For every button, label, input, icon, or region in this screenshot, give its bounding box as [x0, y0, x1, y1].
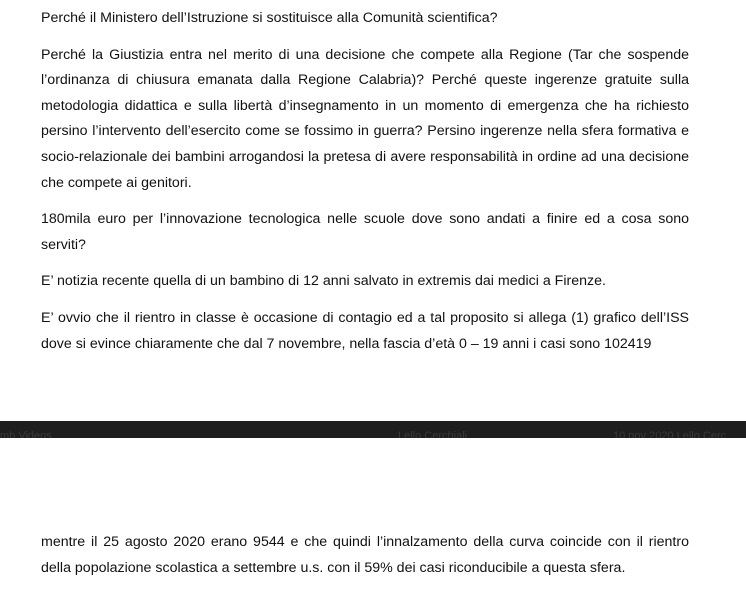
- paragraph-6: mentre il 25 agosto 2020 erano 9544 e che quindi l’innalzamento della curva coincide con il rientro della popolazione scolastica a settembre u.s. con il 59% dei casi riconducibile a questa sfera.: [41, 534, 689, 576]
- paragraph-3: 180mila euro per l’innovazione tecnologica nelle scuole dove sono andati a finire ed a cosa sono serviti?: [41, 211, 689, 253]
- paragraph-1: Perché il Ministero dell’Istruzione si sostituisce alla Comunità scientifica?: [41, 10, 498, 26]
- paragraph-4: E’ notizia recente quella di un bambino di 12 anni salvato in extremis dai medici a Firenze.: [41, 273, 606, 290]
- video-strip-bar: [0, 421, 746, 438]
- paragraph-2: Perché la Giustizia entra nel merito di una decisione che compete alla Regione (Tar che sospende l’ordinanza di chiusura emanata dalla Regione Calabria)? Perché queste ingerenze gratuite sulla metodologia didattica e sulla libertà d’insegnamento in un momento di emergenza che ha richiesto persino l’intervento dell’esercito come se fossimo in guerra? Persino ingerenze nella sfera formativa e socio-relazionale dei bambini arrogandosi la pretesa di avere responsabilità in ordine ad una decisione che compete ai genitori.: [41, 46, 689, 191]
- document-page-bottom: [41, 530, 689, 581]
- document-page-top: [41, 6, 689, 357]
- bar-center-text[interactable]: Lello Cerchiali: [398, 430, 468, 438]
- paragraph-5: E’ ovvio che il rientro in classe è occasione di contagio ed a tal proposito si allega (1) grafico dell’ISS dove si evince chiaramente che dal 7 novembre, nella fascia d’età 0 – 19 anni i casi sono 102419: [41, 309, 689, 352]
- bar-left-text[interactable]: mb Videos: [0, 430, 52, 438]
- bar-right-text[interactable]: 10 nov 2020 Lello Cerc: [613, 430, 727, 438]
